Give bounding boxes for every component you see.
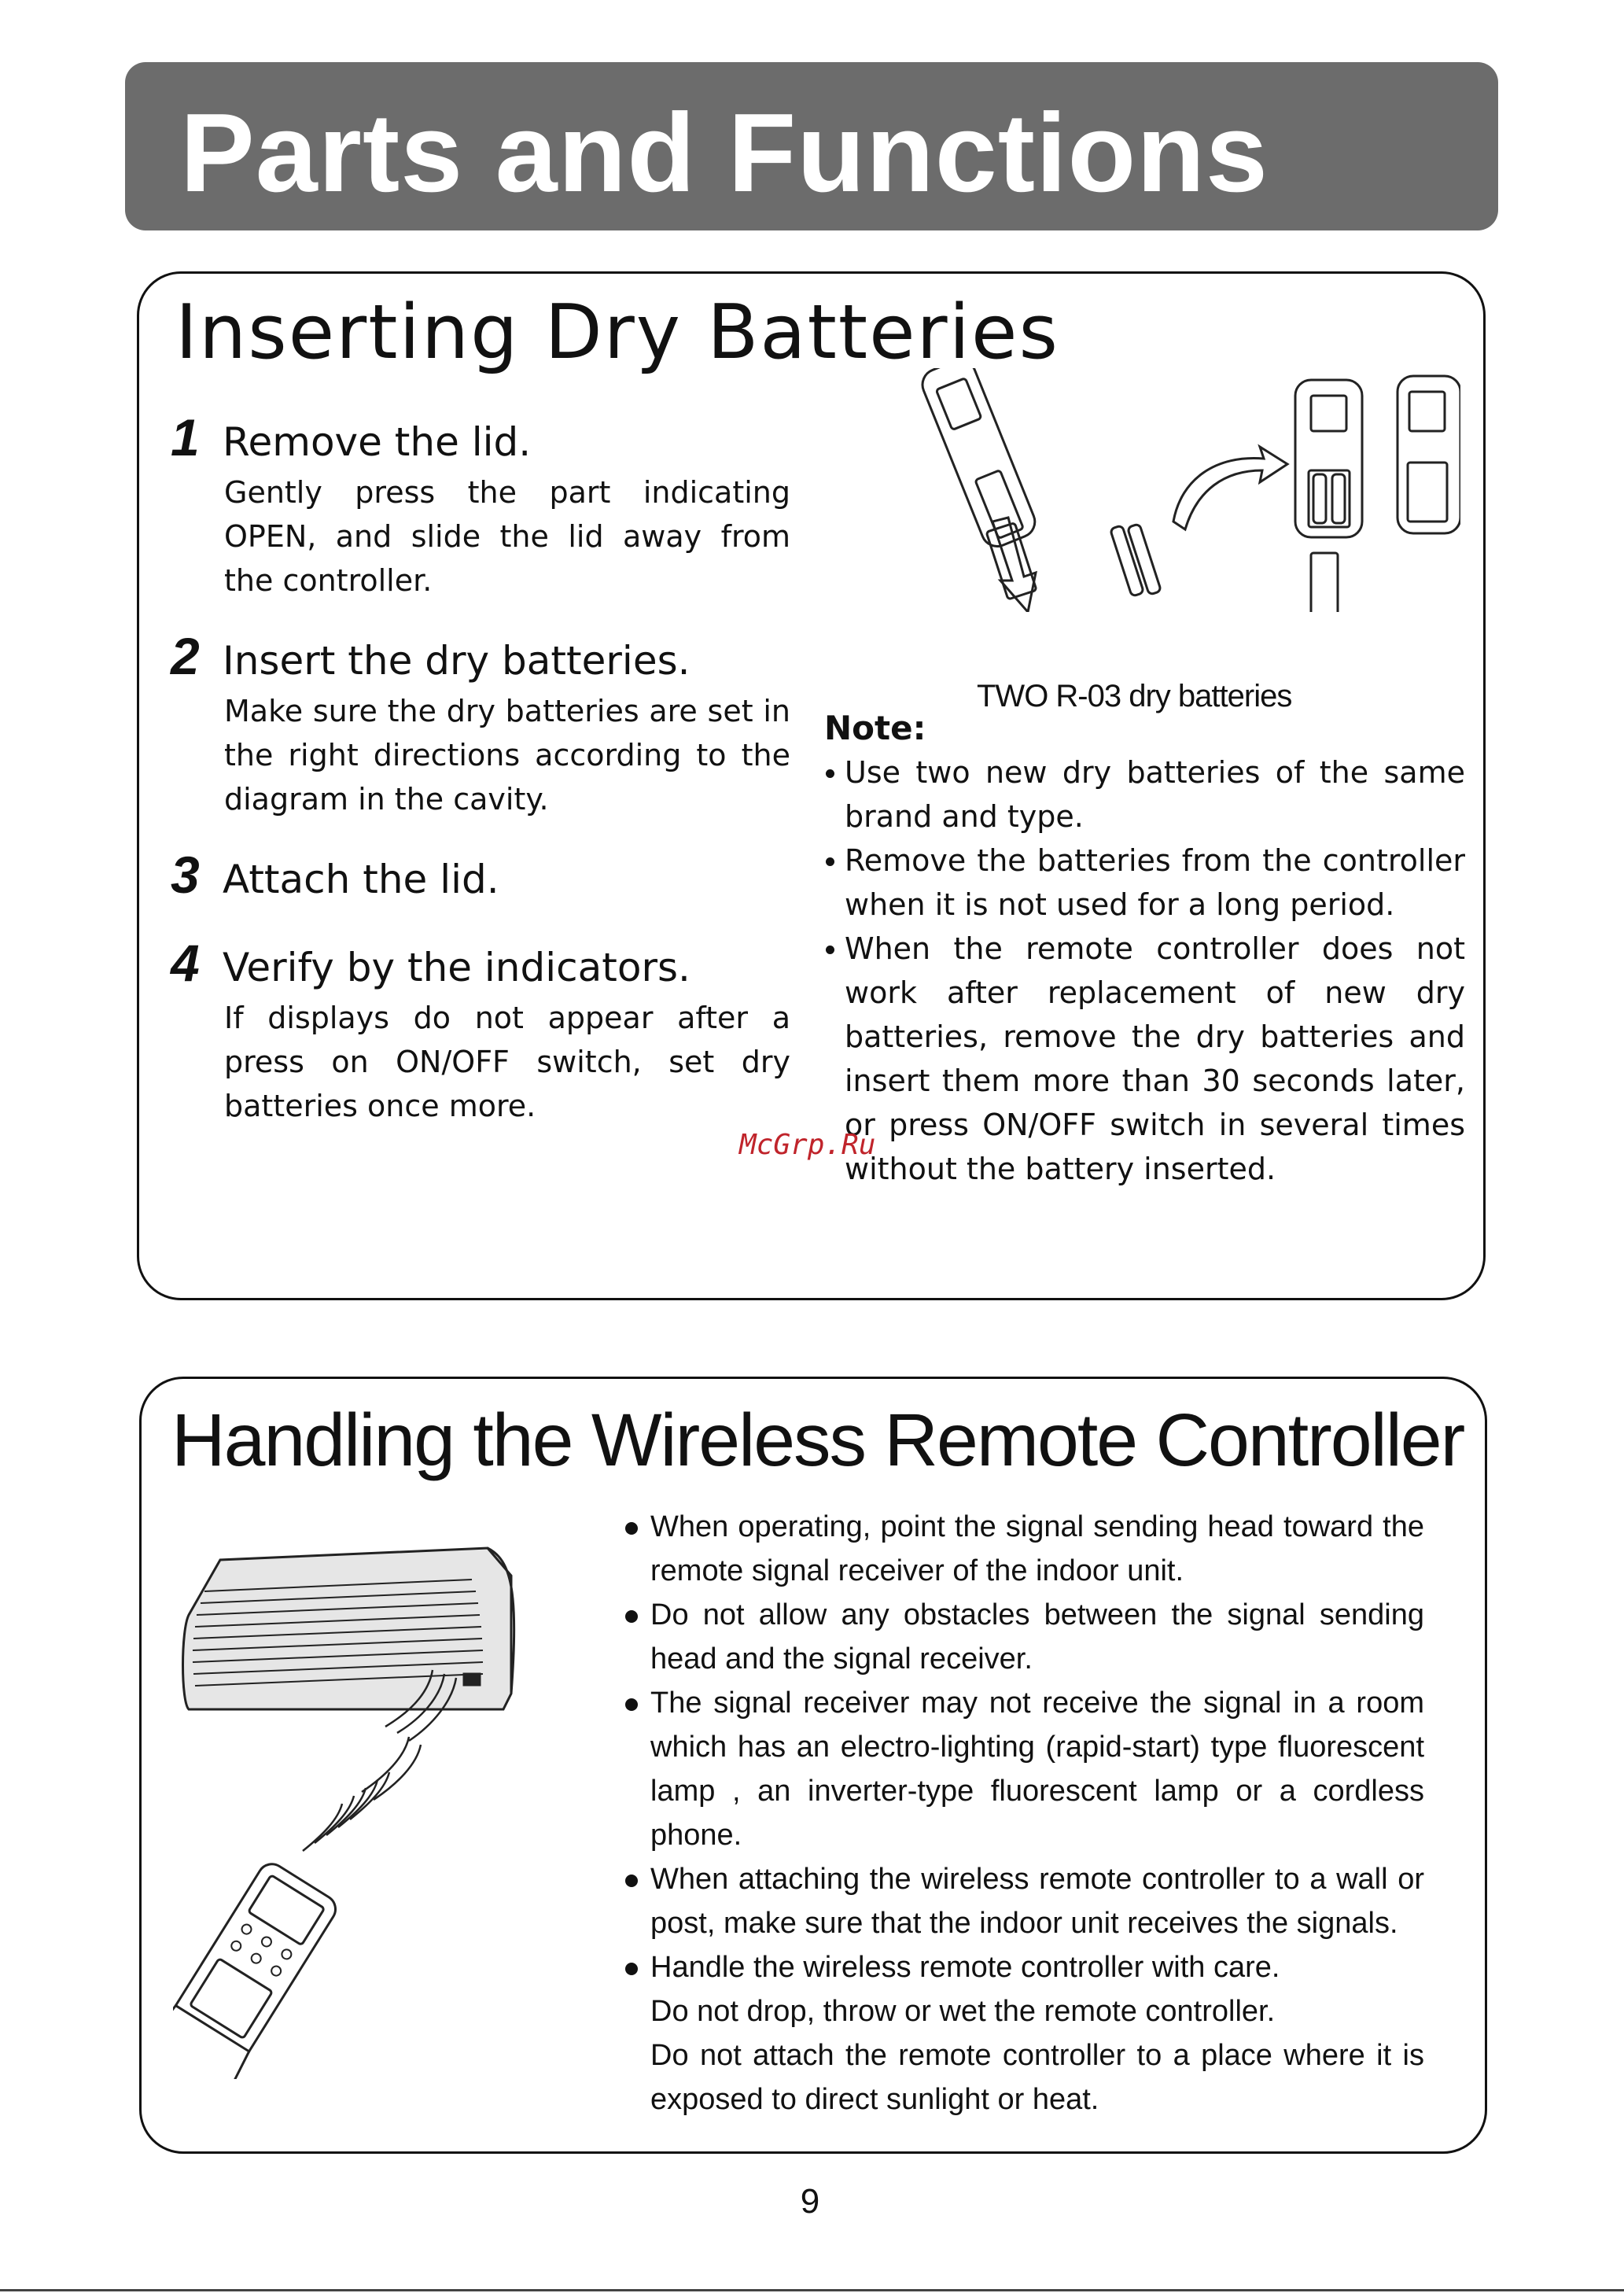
handling-item-text: Do not drop, throw or wet the remote controller.	[650, 1995, 1276, 2028]
step-heading: Attach the lid.	[223, 857, 499, 902]
handling-item-text: The signal receiver may not receive the signal in a room which has an electro-lighting (rapid-start) type fluorescent lamp , an inverter-type fluorescent lamp or a cordless phone.	[650, 1687, 1424, 1852]
handling-item	[622, 1681, 1424, 1857]
handling-item	[622, 1593, 1424, 1681]
handling-item-text: Do not allow any obstacles between the signal sending head and the signal receiver.	[650, 1598, 1424, 1676]
note-item: Remove the batteries from the controller when it is not used for a long period.	[824, 839, 1465, 927]
header-banner	[125, 62, 1498, 230]
step-number: 4	[171, 934, 200, 992]
page-number: 9	[800, 2182, 820, 2221]
remote-controller	[173, 1855, 348, 2079]
step-number: 2	[171, 627, 200, 685]
bottom-rule	[0, 2289, 1624, 2291]
handling-item	[622, 1945, 1424, 2122]
watermark: McGrp.Ru	[739, 1129, 876, 1161]
handling-item	[622, 1857, 1424, 1945]
step-heading: Insert the dry batteries.	[223, 638, 690, 684]
handling-item-text: When attaching the wireless remote controller to a wall or post, make sure that the indoor unit receives the signals.	[650, 1863, 1424, 1940]
step-4	[171, 933, 800, 1128]
battery-figure-caption: TWO R-03 dry batteries	[977, 679, 1292, 713]
step-heading: Verify by the indicators.	[223, 945, 690, 990]
note-item: When the remote controller does not work after replacement of new dry batteries, remove the dry batteries and insert them more than 30 seconds later, or press ON/OFF switch in several times without the battery inserted.	[824, 927, 1465, 1191]
handling-panel	[139, 1377, 1487, 2154]
handling-item-text: When operating, point the signal sending head toward the remote signal receiver of the indoor unit.	[650, 1510, 1424, 1587]
handling-item-text: Do not attach the remote controller to a place where it is exposed to direct sunlight or heat.	[650, 2039, 1424, 2116]
step-heading: Remove the lid.	[223, 419, 532, 465]
step-1	[171, 407, 800, 603]
note-item: Use two new dry batteries of the same brand and type.	[824, 750, 1465, 839]
step-number: 3	[171, 846, 200, 904]
handling-item-text: Handle the wireless remote controller with care.	[650, 1951, 1280, 1984]
battery-insertion-illustration	[871, 368, 1460, 612]
note-list	[824, 750, 1465, 1191]
handling-list	[622, 1505, 1424, 2122]
page-title: Parts and Functions	[180, 90, 1269, 216]
step-3	[171, 845, 800, 905]
step-description: If displays do not appear after a press on ON/OFF switch, set dry batteries once more.	[224, 1001, 790, 1123]
handling-section-title: Handling the Wireless Remote Controller	[171, 1399, 1464, 1482]
note-title: Note:	[824, 709, 926, 747]
handling-item	[622, 1505, 1424, 1593]
step-description: Gently press the part indicating OPEN, and slide the lid away from the controller.	[224, 475, 790, 598]
step-description: Make sure the dry batteries are set in the right directions according to the diagram in the cavity.	[224, 694, 790, 817]
batteries-section-title: Inserting Dry Batteries	[175, 289, 1059, 376]
step-number: 1	[171, 408, 200, 466]
step-2	[171, 626, 800, 821]
indoor-unit-remote-illustration	[173, 1544, 613, 2079]
indoor-unit	[183, 1548, 512, 1709]
